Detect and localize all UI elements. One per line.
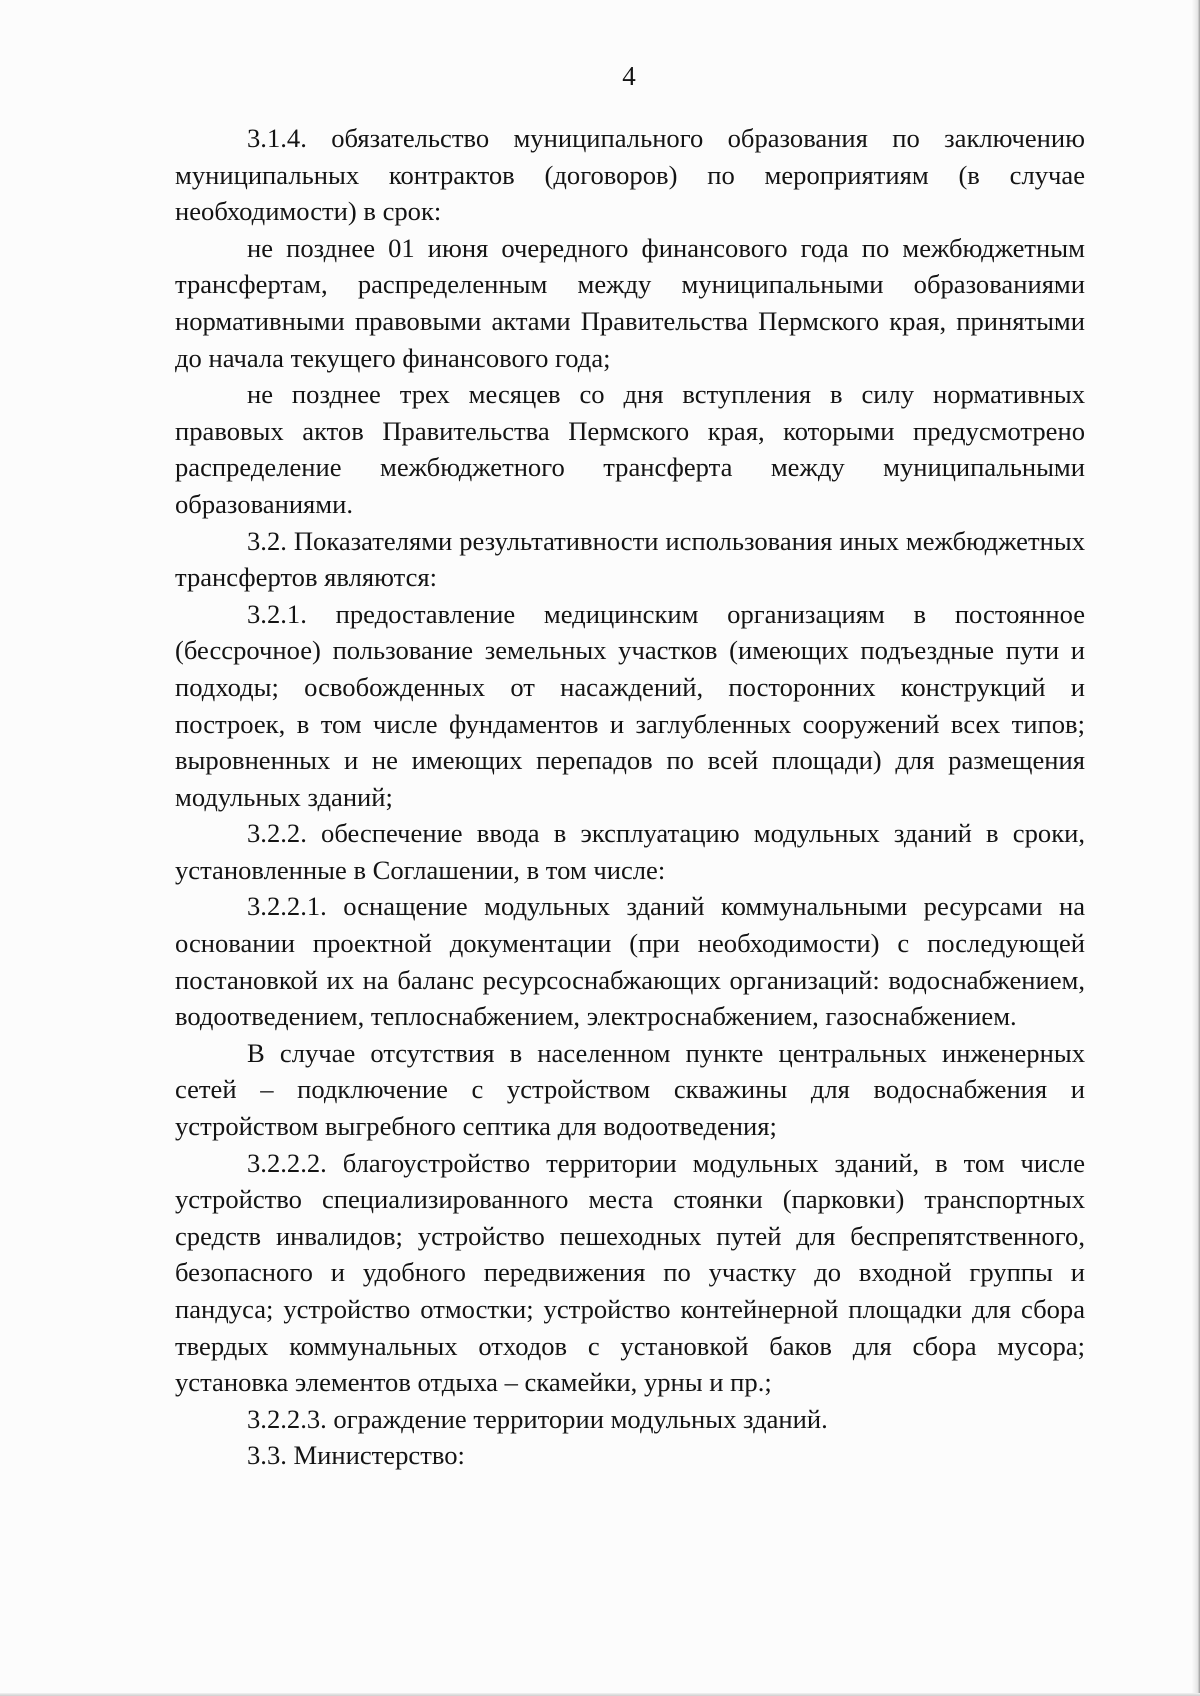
paragraph-deadline-three-months: не позднее трех месяцев со дня вступления в силу нормативных правовых актов Правительства Пермского края, которыми предусмотрено распределение межбюджетного трансферта между муниципальными образованиями. — [175, 379, 1085, 519]
paragraph-3-2-2-3: 3.2.2.3. ограждение территории модульных зданий. — [247, 1403, 828, 1434]
document-body — [175, 120, 1085, 1474]
paragraph-3-2-1: 3.2.1. предоставление медицинским организациям в постоянное (бессрочное) пользование земельных участков (имеющих подъездные пути и подходы; освобожденных от насаждений, посторонних конструкций и построек, в том числе фундаментов и заглубленных сооружений всех типов; выровненных и не имеющих перепадов по всей площади) для размещения модульных зданий; — [175, 598, 1085, 812]
paragraph-3-2-2-1: 3.2.2.1. оснащение модульных зданий коммунальными ресурсами на основании проектной документации (при необходимости) с последующей постановкой их на баланс ресурсоснабжающих организаций: водоснабжением, водоотведением, теплоснабжением, электроснабжением, газоснабжением. — [175, 891, 1085, 1032]
scan-right-edge — [1192, 0, 1200, 1696]
paragraph-3-2-2: 3.2.2. обеспечение ввода в эксплуатацию модульных зданий в сроки, установленные в Соглашении, в том числе: — [175, 818, 1085, 885]
paragraph-deadline-june: не позднее 01 июня очередного финансового года по межбюджетным трансфертам, распределенным между муниципальными образованиями нормативными правовыми актами Правительства Пермского края, принятыми до начала текущего финансового года; — [175, 232, 1085, 373]
paragraph-3-3: 3.3. Министерство: — [247, 1440, 465, 1471]
page-number: 4 — [622, 61, 636, 91]
paragraph-3-2: 3.2. Показателями результативности использования иных межбюджетных трансфертов являются: — [175, 525, 1085, 593]
paragraph-no-central-networks: В случае отсутствия в населенном пункте центральных инженерных сетей – подключение с устройством скважины для водоснабжения и устройством выгребного септика для водоотведения; — [175, 1037, 1085, 1142]
paragraph-3-1-4: 3.1.4. обязательство муниципального образования по заключению муниципальных контрактов (договоров) по мероприятиям (в случае необходимости) в срок: — [175, 123, 1085, 227]
paragraph-3-2-2-2: 3.2.2.2. благоустройство территории модульных зданий, в том числе устройство специализированного места стоянки (парковки) транспортных средств инвалидов; устройство пешеходных путей для беспрепятственного, безопасного и удобного передвижения по участку до входной группы и пандуса; устройство отмостки; устройство контейнерной площадки для сбора твердых коммунальных отходов с установкой баков для сбора мусора; установка элементов отдыха – скамейки, урны и пр.; — [175, 1147, 1085, 1398]
